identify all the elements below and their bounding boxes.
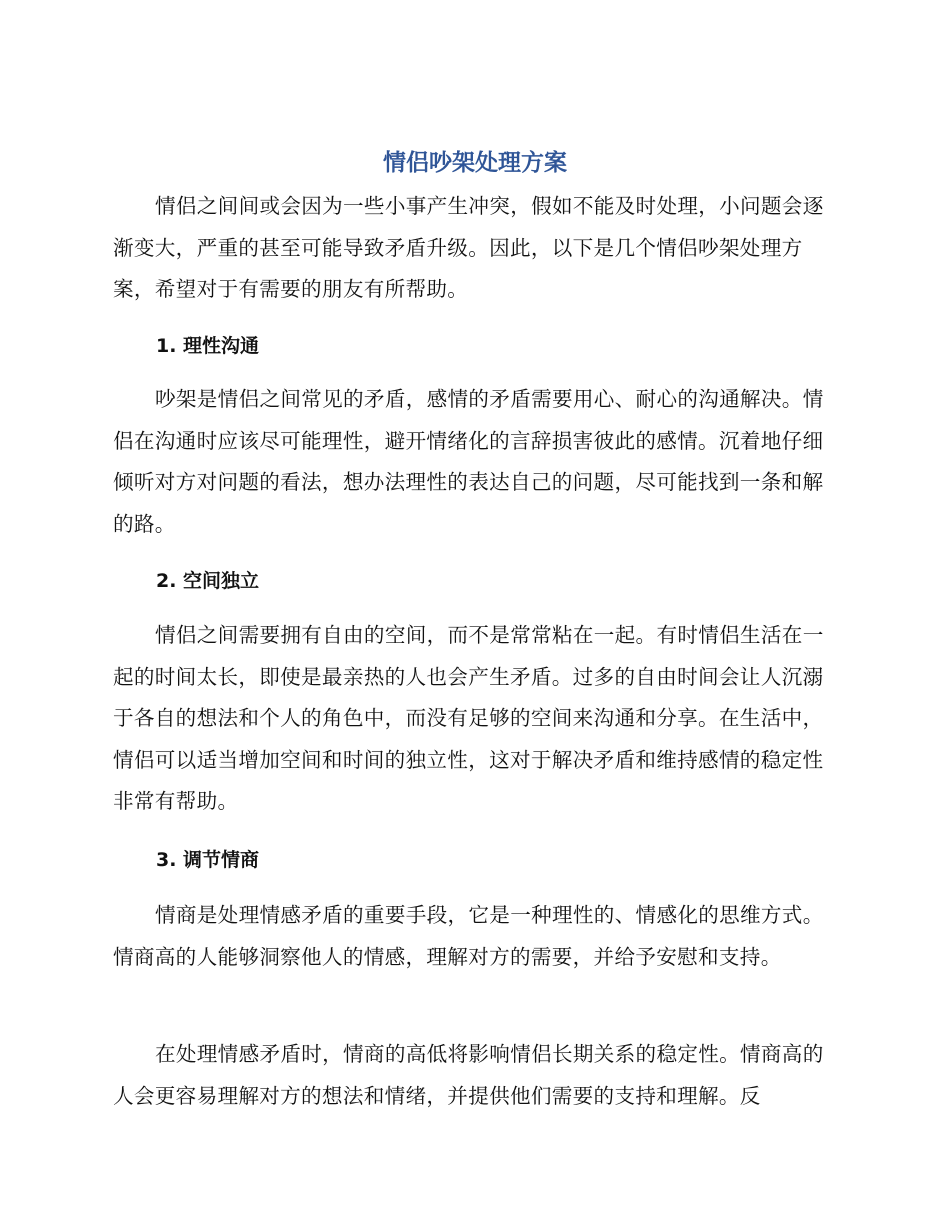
- intro-paragraph: 情侣之间间或会因为一些小事产生冲突，假如不能及时处理，小问题会逐渐变大，严重的甚至可能导致矛盾升级。因此，以下是几个情侣吵架处理方案，希望对于有需要的朋友有所帮助。: [113, 194, 824, 301]
- section-2-paragraph: 情侣之间需要拥有自由的空间，而不是常常粘在一起。有时情侣生活在一起的时间太长，即使是最亲热的人也会产生矛盾。过多的自由时间会让人沉溺于各自的想法和个人的角色中，而没有足够的空间来沟通和分享。在生活中，情侣可以适当增加空间和时间的独立性，这对于解决矛盾和维持感情的稳定性非常有帮助。: [113, 623, 824, 813]
- section-heading-space-independence: 2. 空间独立: [156, 570, 260, 592]
- section-3-paragraph-2: 在处理情感矛盾时，情商的高低将影响情侣长期关系的稳定性。情商高的人会更容易理解对方的想法和情绪，并提供他们需要的支持和理解。反: [113, 1042, 824, 1108]
- section-heading-emotional-intelligence: 3. 调节情商: [156, 849, 260, 871]
- section-3-paragraph-1: 情商是处理情感矛盾的重要手段，它是一种理性的、情感化的思维方式。情商高的人能够洞察他人的情感，理解对方的需要，并给予安慰和支持。: [113, 903, 824, 969]
- section-1-paragraph: 吵架是情侣之间常见的矛盾，感情的矛盾需要用心、耐心的沟通解决。情侣在沟通时应该尽可能理性，避开情绪化的言辞损害彼此的感情。沉着地仔细倾听对方对问题的看法，想办法理性的表达自己的问题，尽可能找到一条和解的路。: [113, 387, 824, 536]
- document-title: 情侣吵架处理方案: [383, 150, 567, 176]
- section-heading-rational-communication: 1. 理性沟通: [156, 335, 260, 357]
